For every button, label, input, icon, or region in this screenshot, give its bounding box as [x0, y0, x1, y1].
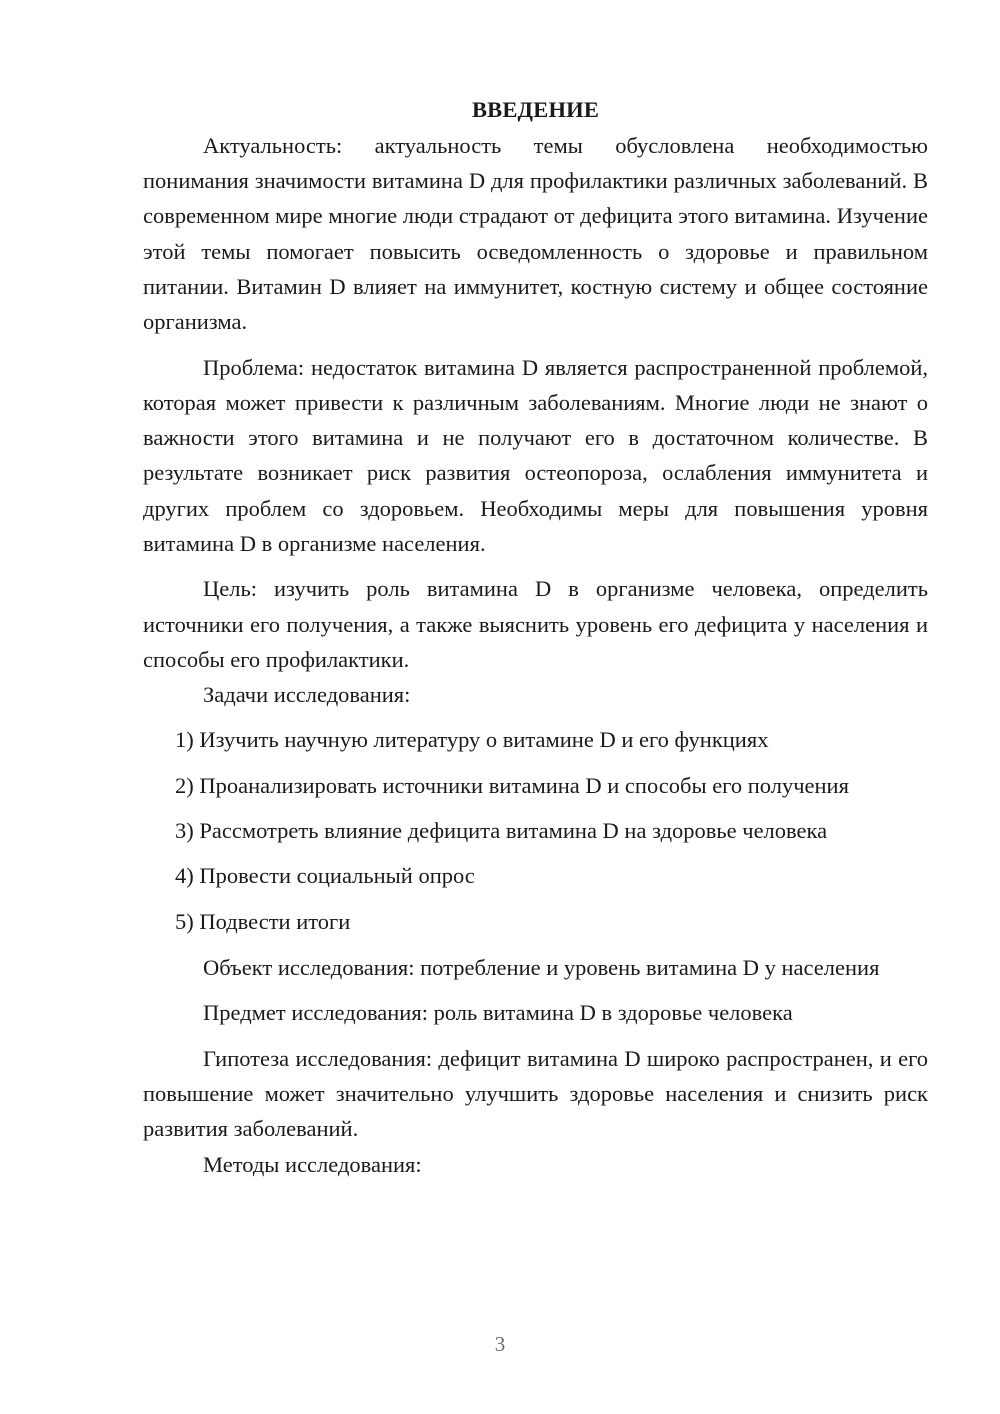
page-number: 3	[494, 1332, 506, 1356]
object-paragraph: Объект исследования: потребление и уровень витамина D у населения	[203, 954, 880, 980]
hypothesis-paragraph: Гипотеза исследования: дефицит витамина D широко распространен, и его повышение может значительно улучшить здоровье населения и снизить риск развития заболеваний.	[143, 1045, 928, 1142]
document-page	[143, 92, 928, 1182]
subject-paragraph: Предмет исследования: роль витамина D в здоровье человека	[203, 1000, 793, 1026]
list-item: 2) Проанализировать источники витамина D и способы его получения	[175, 772, 849, 798]
section-title: ВВЕДЕНИЕ	[471, 97, 600, 122]
tasks-list	[143, 722, 928, 939]
methods-heading: Методы исследования:	[203, 1151, 422, 1177]
list-item: 3) Рассмотреть влияние дефицита витамина D на здоровье человека	[175, 818, 828, 844]
problem-paragraph: Проблема: недостаток витамина D является распространенной проблемой, которая может привести к различным заболеваниям. Многие люди не знают о важности этого витамина и не получают его в достаточном количестве. В результате возникает риск развития остеопороза, ослабления иммунитета и других проблем со здоровьем. Необходимы меры для повышения уровня витамина D в организме населения.	[143, 354, 928, 556]
list-item: 5) Подвести итоги	[175, 908, 351, 934]
list-item: 1) Изучить научную литературу о витамине D и его функциях	[175, 727, 769, 753]
goal-paragraph: Цель: изучить роль витамина D в организме человека, определить источники его получения, а также выяснить уровень его дефицита у населения и способы его профилактики.	[143, 576, 928, 672]
relevance-paragraph: Актуальность: актуальность темы обусловлена необходимостью понимания значимости витамина D для профилактики различных заболеваний. В современном мире многие люди страдают от дефицита этого витамина. Изучение этой темы помогает повысить осведомленность о здоровье и правильном питании. Витамин D влияет на иммунитет, костную систему и общее состояние организма.	[143, 133, 928, 335]
list-item: 4) Провести социальный опрос	[175, 863, 475, 889]
tasks-heading: Задачи исследования:	[203, 682, 411, 708]
